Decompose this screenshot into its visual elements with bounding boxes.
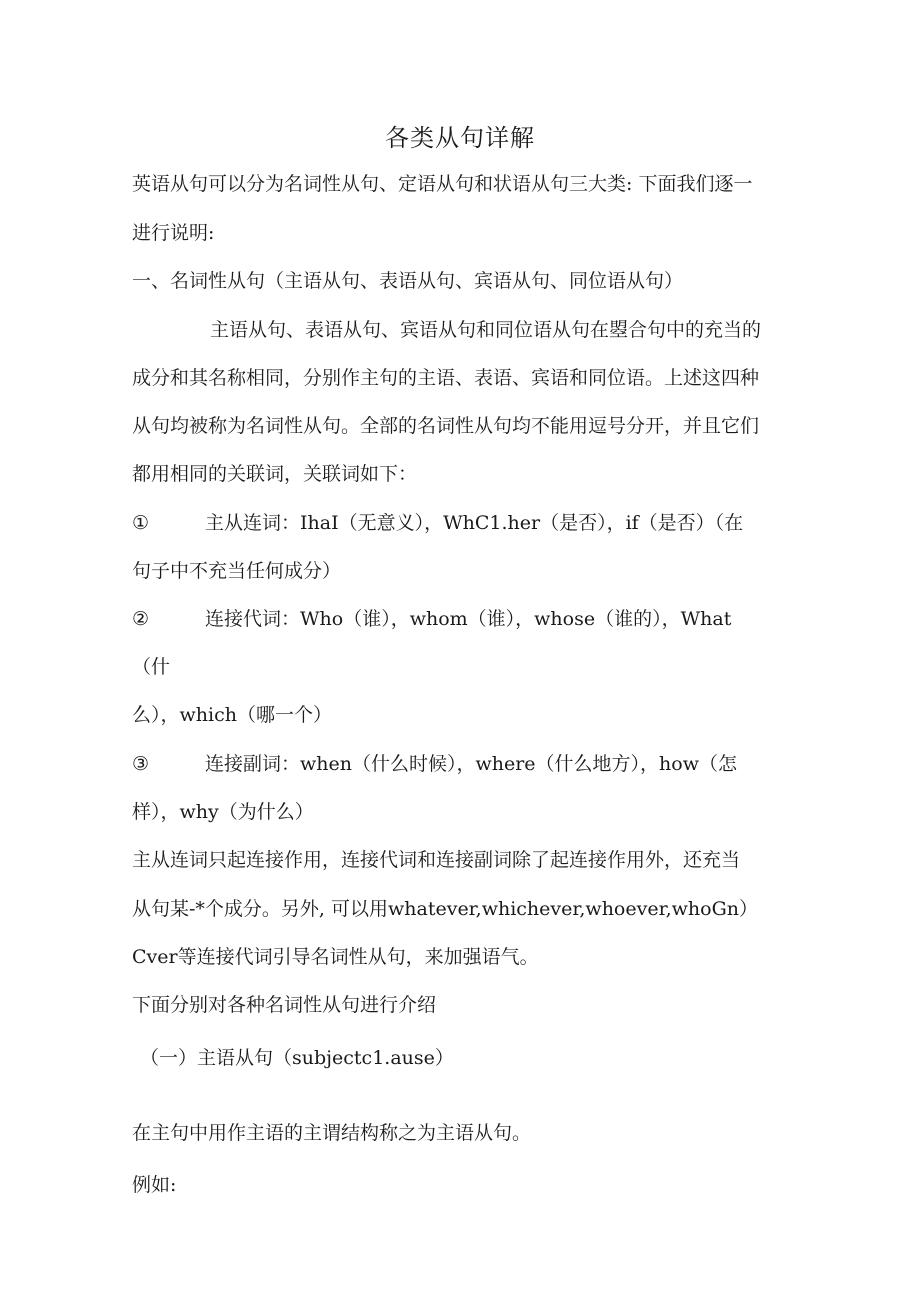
section-paragraph-line-2: 成分和其名称相同，分别作主句的主语、表语、宾语和同位语。上述这四种 <box>132 367 760 389</box>
intro-line-1: 英语从句可以分为名词性从句、定语从句和状语从句三大类: 下面我们逐一 <box>132 173 753 195</box>
section-paragraph-line-3: 从句均被称为名词性从句。全部的名词性从句均不能用逗号分开，并且它们 <box>132 415 760 437</box>
section-heading-noun-clauses: 一、名词性从句（主语从句、表语从句、宾语从句、同位语从句） <box>132 270 684 292</box>
list-item-1-line-1: 主从连词：IhaI（无意义），WhC1.her（是否），if（是否）（在 <box>205 512 744 534</box>
list-item-3-line-1: 连接副词：when（什么时候），where（什么地方），how（怎 <box>205 753 737 775</box>
list-item-1-line-2: 句子中不充当任何成分） <box>132 560 342 582</box>
list-item-2-line-1b: （什 <box>132 656 171 678</box>
explanation-line-1: 主从连词只起连接作用，连接代词和连接副词除了起连接作用外，还充当 <box>132 849 741 871</box>
list-item-2-line-2: 么），which（哪一个） <box>132 704 332 726</box>
list-marker-2: ② <box>132 608 150 630</box>
list-marker-1: ① <box>132 512 150 534</box>
example-label: 例如: <box>132 1174 177 1196</box>
explanation-line-3: Cver等连接代词引导名词性从句，来加强语气。 <box>132 946 539 968</box>
subsection-definition: 在主句中用作主语的主谓结构称之为主语从句。 <box>132 1122 532 1144</box>
page-title: 各类从句详解 <box>385 124 535 152</box>
subsection-heading-subject-clause: （一）主语从句（subjectc1.ause） <box>140 1047 454 1069</box>
section-paragraph-line-4: 都用相同的关联词，关联词如下： <box>132 463 418 485</box>
list-item-2-line-1: 连接代词：Who（谁），whom（谁），whose（谁的），What <box>205 608 732 630</box>
intro-to-subsections: 下面分别对各种名词性从句进行介绍 <box>132 994 437 1016</box>
intro-line-2: 进行说明: <box>132 222 215 244</box>
list-item-3-line-2: 样），why（为什么） <box>132 801 314 823</box>
explanation-line-2: 从句某-*个成分。另外, 可以用whatever,whichever,whoever,whoGn） <box>132 898 758 920</box>
list-marker-3: ③ <box>132 753 150 775</box>
section-paragraph-line-1: 主语从句、表语从句、宾语从句和同位语从句在曌合句中的充当的 <box>210 319 762 341</box>
